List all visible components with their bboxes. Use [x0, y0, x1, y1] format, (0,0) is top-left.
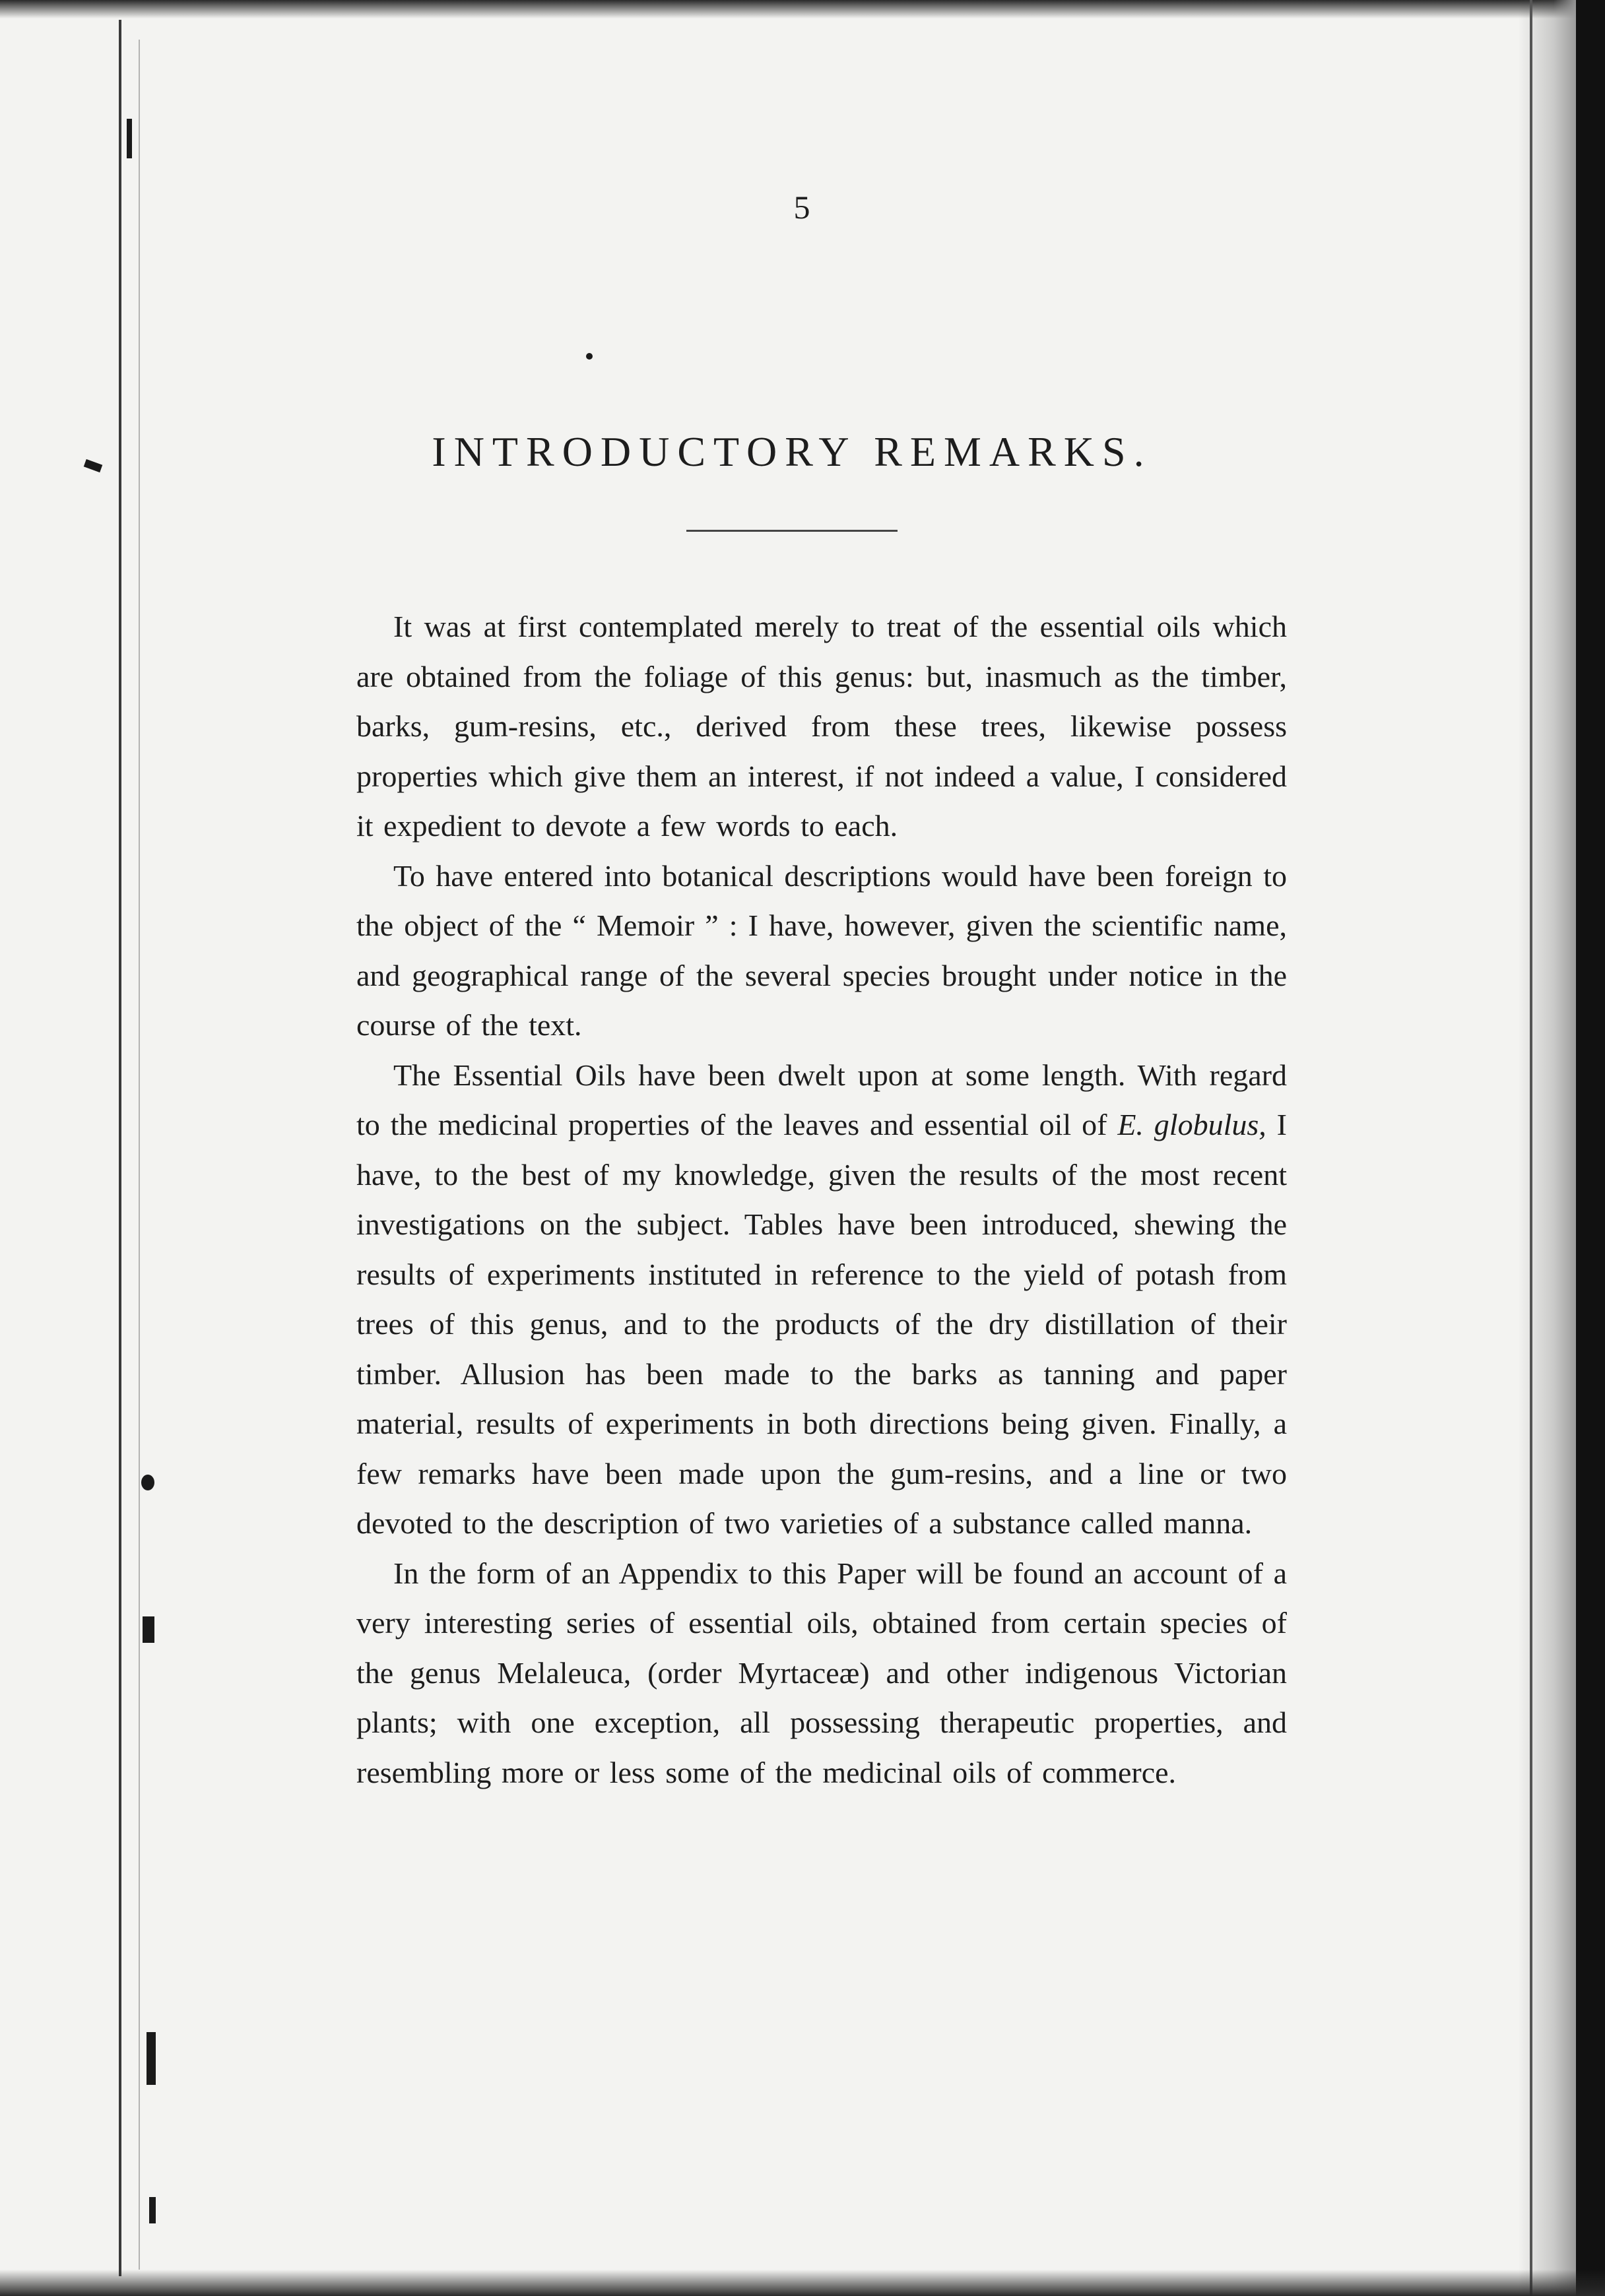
paragraph-3-text-after: I have, to the best of my knowledge, given the results of the most recent investigations on the subject. Tables have been introduced, shewing the results of experiments instituted in reference to the yield of potash from trees of this genus, and to the products of the dry distillation of their timber. Allusion has been made to the barks as tanning and paper material, results of experiments in both directions being given. Finally, a few remarks have been made upon the gum-resins, and a line or two devoted to the description of two varieties of a substance called manna.	[356, 1108, 1287, 1540]
paragraph-4: In the form of an Appendix to this Paper will be found an account of a very interesting series of essential oils, obtained from certain species of the genus Melaleuca, (order Myrtaceæ) and other indigenous Victorian plants; with one exception, all possessing therapeutic properties, and resembling more or less some of the medicinal oils of commerce.	[356, 1556, 1287, 1789]
species-name: E. globulus,	[1117, 1108, 1266, 1141]
page-right-edge	[1530, 0, 1532, 2296]
page-right-shadow	[1518, 0, 1577, 2296]
page-gutter-line	[119, 20, 121, 2276]
scan-speck	[127, 119, 132, 158]
scan-speck	[141, 1475, 154, 1490]
scan-bottom-edge	[0, 2270, 1605, 2296]
scan-speck	[143, 1616, 154, 1643]
paragraph-1: It was at first contemplated merely to treat of the essential oils which are obtained from the foliage of this genus: but, inasmuch as the timber, barks, gum-resins, etc., derived from these trees, likewise possess properties which give them an interest, if not indeed a value, I considered it expedient to devote a few words to each.	[356, 610, 1287, 843]
scan-speck	[147, 2032, 156, 2085]
paragraph-2: To have entered into botanical descriptions would have been foreign to the object of the “ Memoir ” : I have, however, given the scientific name, and geographical range of the several species brought under notice in the course of the text.	[356, 858, 1287, 1042]
scan-speck	[149, 2197, 156, 2223]
body-text	[356, 602, 1287, 1797]
page-number: 5	[793, 189, 812, 226]
paragraph-3	[356, 1050, 1287, 1548]
title-rule	[686, 530, 898, 532]
page-title: INTRODUCTORY REMARKS.	[432, 428, 1152, 475]
scan-top-edge	[0, 0, 1605, 18]
scan-right-border	[1576, 0, 1605, 2296]
paragraph-3-text-before: The Essential Oils have been dwelt upon at some length. With regard to the medicinal properties of the leaves and essential oil of	[356, 1058, 1287, 1141]
page-gutter-shadow	[139, 40, 140, 2270]
scan-speck	[586, 353, 593, 360]
